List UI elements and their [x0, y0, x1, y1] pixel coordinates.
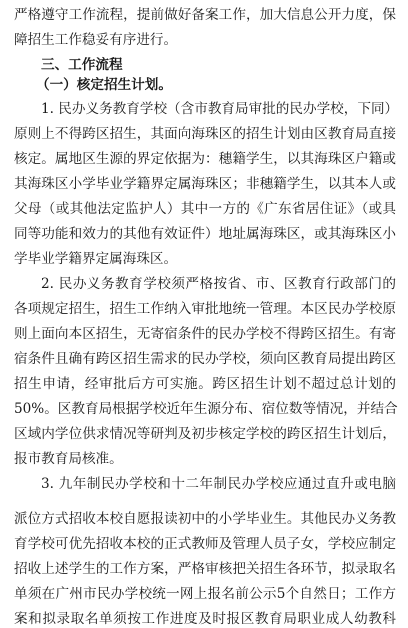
- text-line: 育学校可优先招收本校的正式教师及管理人员子女，学校应制定: [14, 536, 396, 552]
- text-line: 招收上述学生的工作方案，严格审核把关招生各环节，拟录取名: [14, 561, 396, 577]
- text-line: 障招生工作稳妥有序进行。: [14, 32, 178, 48]
- subsection-heading: （一）核定招生计划。: [36, 77, 172, 93]
- text-line: 1. 民办义务教育学校（含市教育局审批的民办学校，下同）: [41, 101, 399, 117]
- text-line: 50%。区教育局根据学校近年生源分布、宿位数等情况，并结合: [14, 401, 398, 417]
- text-line: 父母（或其他法定监护人）其中一方的《广东省居住证》（或具: [14, 201, 396, 217]
- text-line: 各项规定招生，招生工作纳入审批地统一管理。本区民办学校原: [14, 301, 396, 317]
- text-line: 宿条件且确有跨区招生需求的民办学校，须向区教育局提出跨区: [14, 351, 396, 367]
- text-line: 报市教育局核准。: [14, 451, 123, 467]
- text-line: 2. 民办义务教育学校须严格按省、市、区教育行政部门的: [41, 276, 396, 292]
- text-line: 区域内学位供求情况等研判及初步核定学校的跨区招生计划后，: [14, 426, 396, 442]
- text-line: 招生申请，经审批后方可实施。跨区招生计划不超过总计划的: [14, 376, 396, 392]
- text-line: 单须在广州市民办学校统一网上报名前公示5个自然日；工作方: [14, 586, 396, 602]
- text-line: 3. 九年制民办学校和十二年制民办学校应通过直升或电脑: [41, 476, 396, 492]
- text-line: 案和拟录取名单须按工作进度及时报区教育局职业成人幼教科: [14, 611, 396, 627]
- text-line: 学毕业学籍界定属海珠区。: [14, 251, 178, 267]
- text-line: 核定。属地区生源的界定依据为：穗籍学生，以其海珠区户籍或: [14, 151, 396, 167]
- text-line: 其海珠区小学毕业学籍界定属海珠区；非穗籍学生，以其本人或: [14, 176, 396, 192]
- text-line: 派位方式招收本校自愿报读初中的小学毕业生。其他民办义务教: [14, 511, 396, 527]
- text-line: 严格遵守工作流程，提前做好备案工作，加大信息公开力度，保: [14, 7, 396, 23]
- section-heading: 三、工作流程: [41, 57, 123, 73]
- text-line: 同等功能和效力的其他有效证件）地址属海珠区，或其海珠区小: [14, 226, 396, 242]
- text-line: 原则上不得跨区招生，其面向海珠区的招生计划由区教育局直接: [14, 126, 396, 142]
- text-line: 则上面向本区招生，无寄宿条件的民办学校不得跨区招生。有寄: [14, 326, 396, 342]
